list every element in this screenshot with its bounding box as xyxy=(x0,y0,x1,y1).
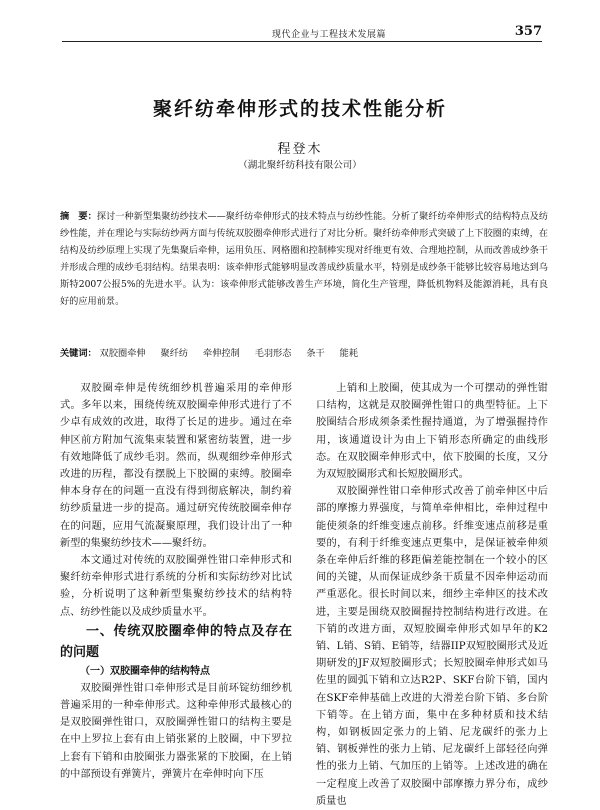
abstract-text: 探讨一种新型集聚纺纱技术——聚纤纺牵伸形式的技术特点与纺纱性能。分析了聚纤纺牵伸形式的结构特点及纺纱性能，并在理论与实际纺纱两方面与传统双胶圈牵伸形式进行了对比分析。聚纤纺牵伸形式突破了上下胶圈的束缚，在结构及纺纱原理上实现了先集聚后牵伸，运用负压、网格圈和控制棒实现对纤维更有效、合理地控制，从而改善成纱条干并形成合理的成纱毛羽结构。结果表明：该牵伸形式能够明显改善成纱质量水平，特别是成纱条干能够比较容易地达到乌斯特2007公报5%的先进水平。认为：该牵伸形式能够改善生产环境，简化生产管理，降低机物料及能源消耗，具有良好的应用前景。 xyxy=(60,211,549,307)
journal-name: 现代企业与工程技术发展篇 xyxy=(272,30,387,40)
abstract-label: 摘 要： xyxy=(60,211,97,222)
body-column-right xyxy=(316,380,548,810)
keyword-item: 条干 xyxy=(306,348,325,359)
body-paragraph: 上销和上胶圈，使其成为一个可摆动的弹性钳口结构，这就是双胶圈弹性钳口的典型特征。上下胶圈结合形成须条柔性握持通道，为了增强握持作用，该通道设计为由上下销形态所确定的曲线形态。在双胶圈牵伸形式中，依下胶圈的长度，又分为双短胶圈形式和长短胶圈形式。 xyxy=(316,383,548,481)
body-column-left xyxy=(60,380,292,783)
paper-title: 聚纤纺牵伸形式的技术性能分析 xyxy=(152,98,447,120)
page-number: 357 xyxy=(514,24,542,39)
keywords xyxy=(60,345,548,359)
subsection-heading: （一）双胶圈牵伸的结构特点 xyxy=(80,665,210,677)
keywords-label: 关键词： xyxy=(60,348,97,359)
body-paragraph: 双胶圈弹性钳口牵伸形式改善了前牵伸区中后部的摩擦力界强度，与简单牵伸相比，牵伸过程中能使须条的纤维变速点前移。纤维变速点前移是重要的，有利于纤维变速点更集中，是保证被牵伸须条在牵伸后纤维的移距偏差能控制在一个较小的区间的关键，从而保证成纱条干质量不因牵伸运动而严重恶化。很长时间以来，细纱主牵伸区的技术改进，主要是围绕双胶圈握持控制结构进行改进。在下销的改进方面，双短胶圈牵伸形式如早年的K2销、L销、S销、E销等，结器IIP双短胶圈形式及近期研发的JF双短胶圈形式；长短胶圈牵伸形式如马佐里的圆弧下销和立达R2P、SKF台阶下销，国内在SKF牵伸基础上改进的大滑差台阶下销、多台阶下销等。在上销方面，集中在多种材质和技术结构，如钢板固定张力的上销、尼龙碳纤的张力上销、钢板弹性的张力上销、尼龙碳纤上部轻径向弹性的张力上销、气加压的上销等。上述改进的确在一定程度上改善了双胶圈中部摩擦力界分布，成纱质量也 xyxy=(316,486,548,807)
author-name: 程登木 xyxy=(277,142,323,157)
keyword-item: 能耗 xyxy=(339,348,359,359)
body-paragraph: 双胶圈弹性钳口牵伸形式是目前环锭纺细纱机普遍采用的一种牵伸形式。这种牵伸形式最核心的是双胶圈弹性钳口，双胶圈弹性钳口的结构主要是在中上罗拉上套有由上销张紧的上胶圈，中下罗拉上套有下销和由胶圈张力器张紧的下胶圈，在上销的中部预设有弹簧片，弹簧片在牵伸时向下压 xyxy=(60,682,292,780)
body-paragraph: 双胶圈牵伸是传统细纱机普遍采用的牵伸形式。多年以来，围绕传统双胶圈牵伸形式进行了不少卓有成效的改进，取得了长足的进步。通过在牵伸区前方附加气流集束装置和紧密纺装置，进一步有效地降低了成纱毛羽。然而，纵观细纱牵伸形式改进的历程，都没有摆脱上下胶圈的束缚。胶圈牵伸本身存在的问题一直没有得到彻底解决，制约着纺纱质量进一步的提高。通过研究传统胶圈牵伸存在的问题，应用气流凝聚原理，我们设计出了一种新型的集聚纺纱技术——聚纤纺。 xyxy=(60,383,292,549)
keyword-item: 聚纤纺 xyxy=(160,348,189,359)
keyword-item: 毛羽形态 xyxy=(254,348,292,359)
keyword-item: 双胶圈牵伸 xyxy=(99,348,146,359)
section-heading: 一、传统双胶圈牵伸的特点及存在的问题 xyxy=(60,623,292,660)
running-header xyxy=(62,24,542,42)
abstract xyxy=(60,208,548,310)
keyword-item: 牵伸控制 xyxy=(203,348,240,359)
body-paragraph: 本文通过对传统的双胶圈弹性钳口牵伸形式和聚纤纺牵伸形式进行系统的分析和实际纺纱对比试验，分析说明了这种新型集聚纺纱技术的结构特点、纺纱性能以及成纱质量水平。 xyxy=(60,555,292,618)
author-affiliation: （湖北聚纤纺科技有限公司） xyxy=(238,160,362,171)
